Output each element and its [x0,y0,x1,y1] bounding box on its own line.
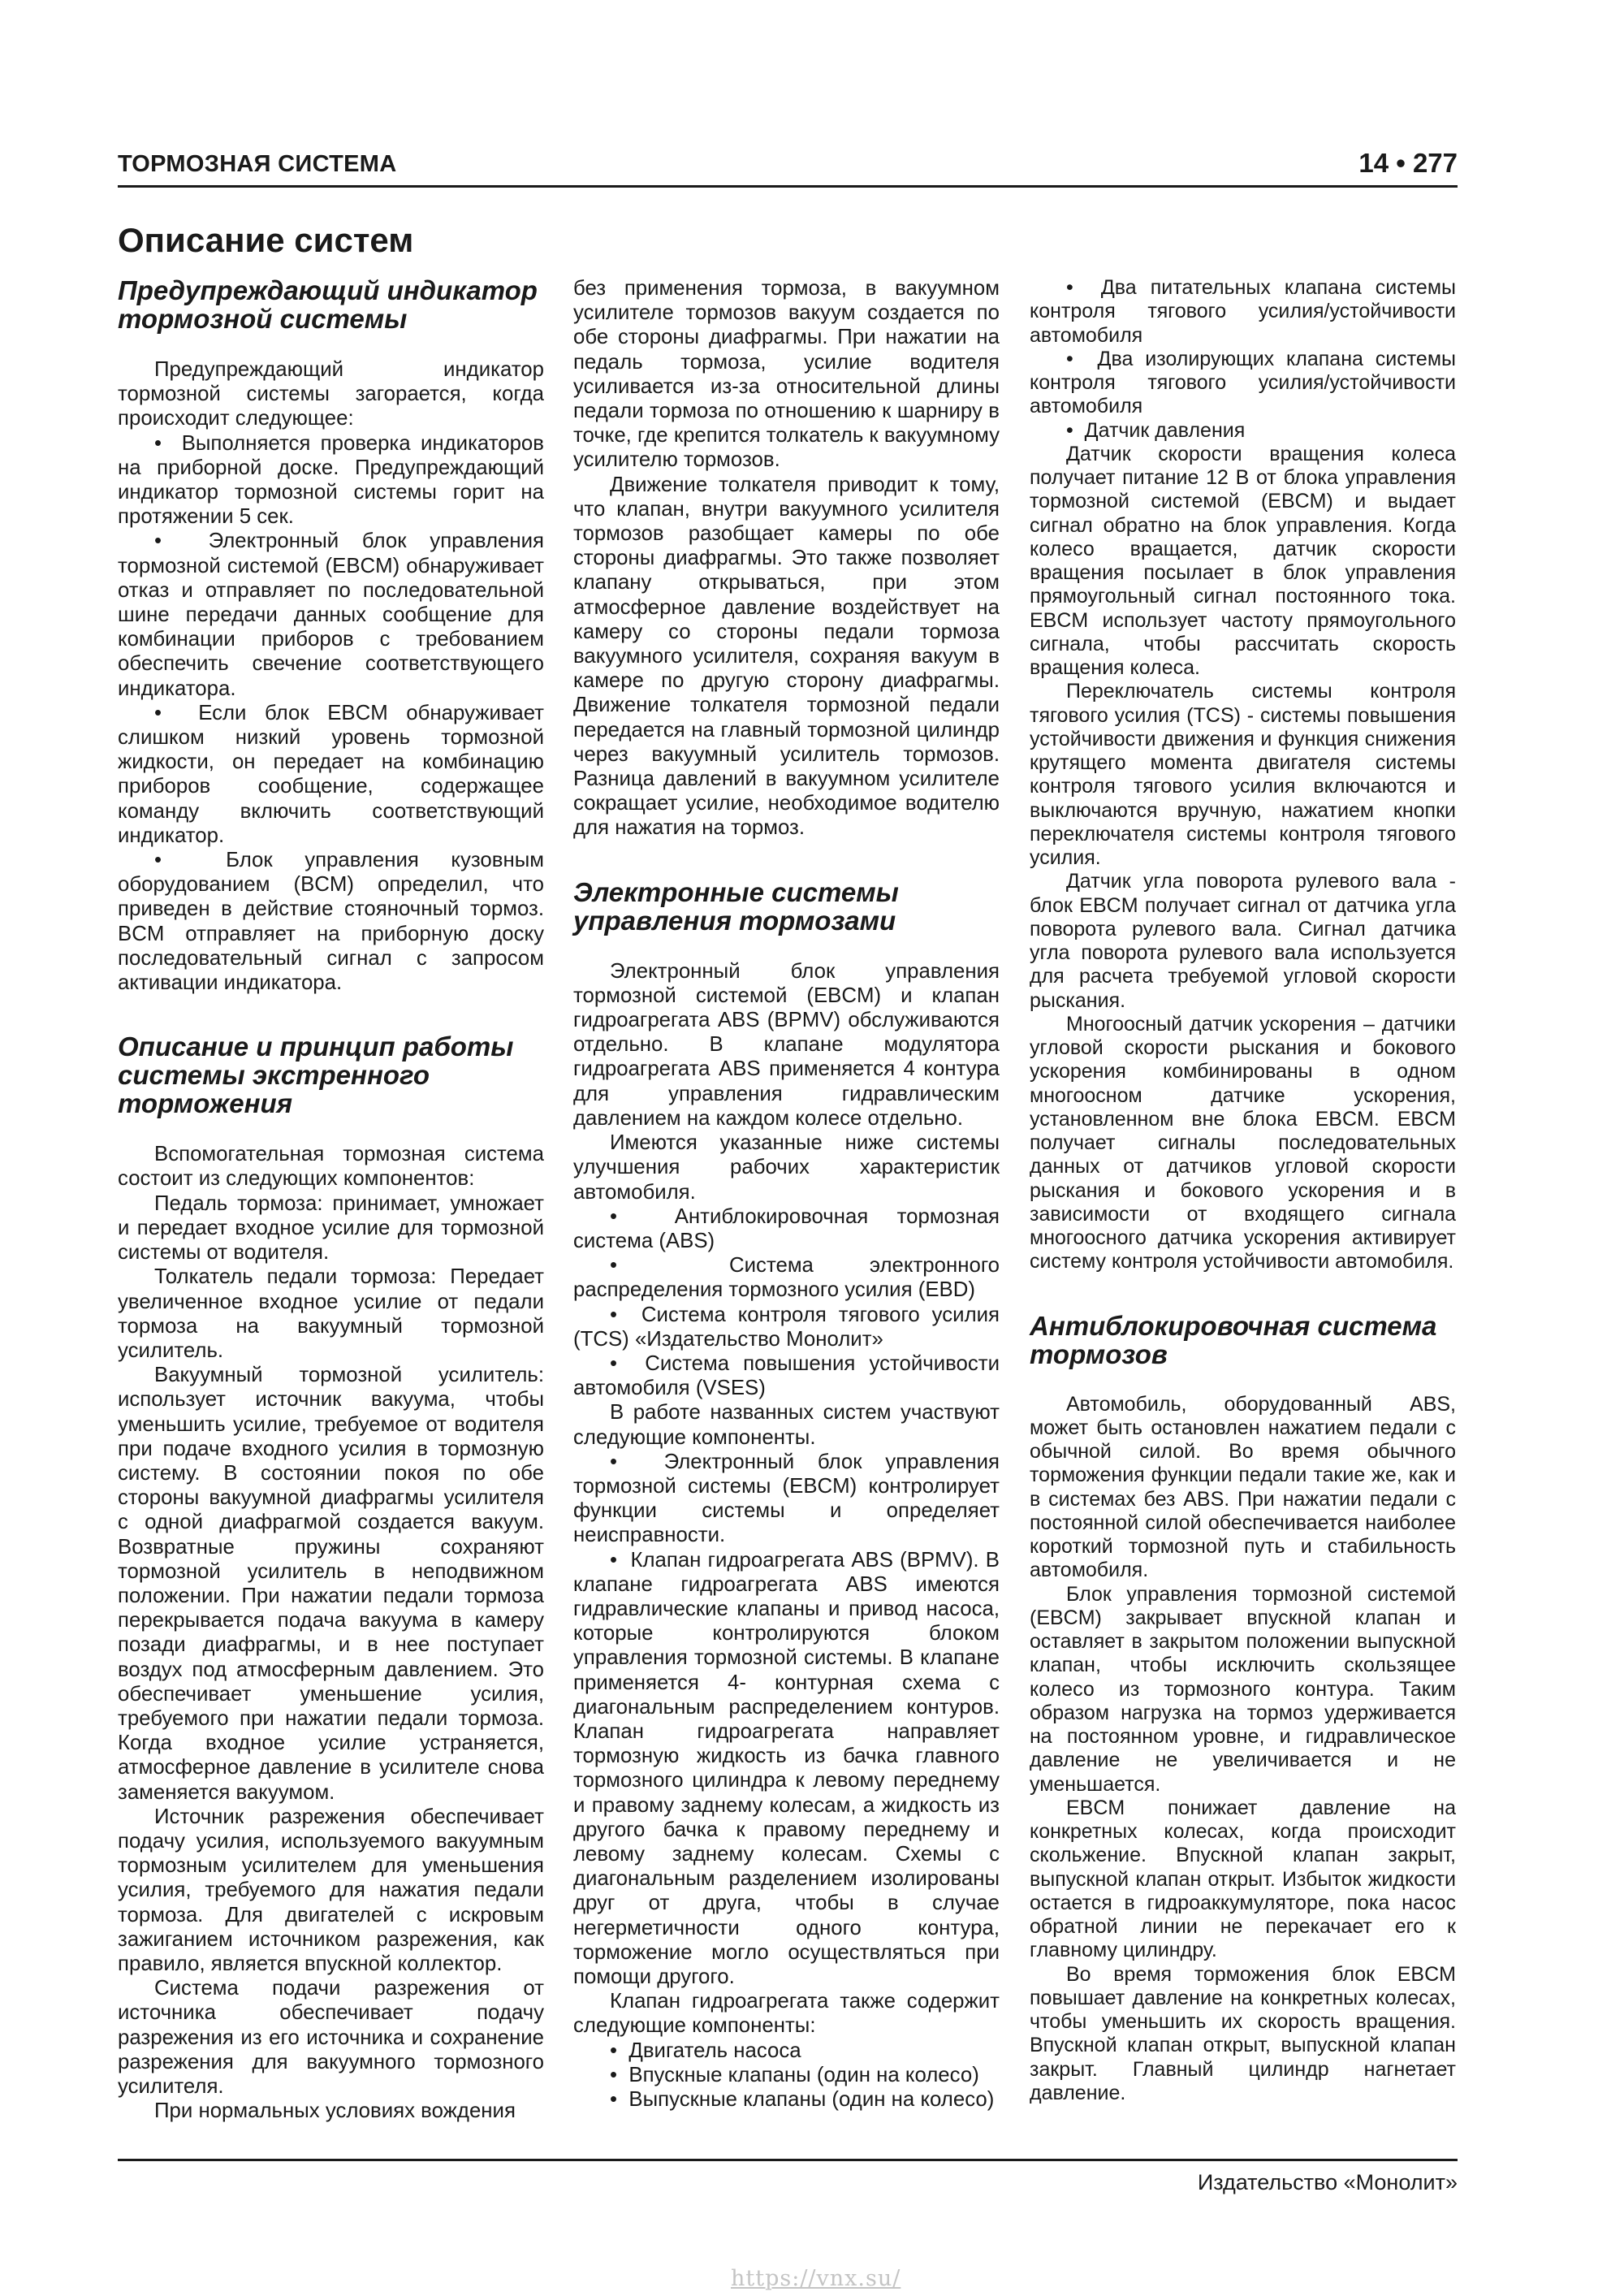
bullet-item: • Блок управления кузовным оборудованием (BCM) определил, что приведен в действие стояночный тормоз. BCM отправляет на приборную доску последовательный сигнал с запросом активации индикатора. [118,848,544,995]
bullet-item: • Электронный блок управления тормозной системой (EBCM) обнаруживает отказ и отправляет по последовательной шине передачи данных сообщение для комбинации приборов с требованием обеспечить свечение соответствующего индикатора. [118,529,544,700]
paragraph: Многоосный датчик ускорения – датчики угловой скорости рыскания и бокового ускорения комбинированы в одном многоосном датчике ускорения, установленном вне блока EBCM. EBCM получает сигналы последовательных данных от датчиков угловой скорости рыскания и бокового ускорения и в зависимости от входящего сигнала многоосного датчика ускорения активирует систему контроля устойчивости автомобиля. [1030,1012,1456,1273]
bullet-item: • Электронный блок управления тормозной системы (EBCM) контролирует функции системы и определяет неисправности. [573,1450,1000,1548]
paragraph: Движение толкателя приводит к тому, что клапан, внутри вакуумного усилителя тормозов разобщает камеры по обе стороны диафрагмы. Это также позволяет клапану открываться, при этом атмосферное давление воздействует на камеру со стороны педали тормоза вакуумного усилителя, сохраняя вакуум в камере по другую сторону диафрагмы. Движение толкателя тормозной педали передается на главный тормозной цилиндр через вакуумный усилитель тормозов. Разница давлений в вакуумном усилителе сокращает усилие, необходимое водителю для нажатия на тормоз. [573,473,1000,840]
publisher-credit: Издательство «Монолит» [1197,2170,1458,2194]
bullet-item: • Двигатель насоса [573,2039,1000,2063]
text-column-3 [1030,276,1456,2105]
footer-rule [118,2159,1458,2161]
paragraph: Источник разрежения обеспечивает подачу усилия, используемого вакуумным тормозным усилителем для уменьшения усилия, требуемого для нажатия педали тормоза. Для двигателей с искровым зажиганием источником разрежения, как правило, является впускной коллектор. [118,1805,544,1975]
paragraph: Датчик скорости вращения колеса получает питание 12 В от блока управления тормозной системой (EBCM) и выдает сигнал обратно на блок управления. Когда колесо вращается, датчик скорости вращения посылает в блок управления прямоугольный сигнал постоянного тока. EBCM использует частоту прямоугольного сигнала, чтобы рассчитать скорость вращения колеса. [1030,442,1456,679]
paragraph: Переключатель системы контроля тягового усилия (TCS) - системы повышения устойчивости движения и функция снижения крутящего момента двигателя системы контроля тягового усилия включаются и выключаются вручную, нажатием кнопки переключателя системы контроля тягового усилия. [1030,680,1456,869]
bullet-item: • Выпускные клапаны (один на колесо) [573,2087,1000,2112]
bullet-item: • Впускные клапаны (один на колесо) [573,2063,1000,2087]
paragraph: Электронный блок управления тормозной системой (EBCM) и клапан гидроагрегата ABS (BPMV) обслуживаются отдельно. В клапане модулятора гидроагрегата ABS применяется 4 контура для управления гидравлическим давлением на каждом колесе отдельно. [573,959,1000,1130]
page-number: 14 • 277 [1358,148,1458,178]
section-heading: Электронные системы управления тормозами [573,876,899,936]
section-heading: Описание и принцип работы системы экстренного торможения [118,1031,514,1119]
source-url-watermark[interactable]: https://vnx.su/ [731,2266,901,2291]
bullet-item: • Два питательных клапана системы контроля тягового усилия/устойчивости автомобиля [1030,276,1456,348]
paragraph: Автомобиль, оборудованный ABS, может быть остановлен нажатием педали с обычной силой. Во время обычного торможения функции педали такие же, как и в системах без ABS. При нажатии педали с постоянной силой обеспечивается наиболее короткий тормозной путь и стабильность автомобиля. [1030,1392,1456,1582]
bullet-item: • Выполняется проверка индикаторов на приборной доске. Предупреждающий индикатор тормозной системы горит на протяжении 5 сек. [118,431,544,530]
section-name: ТОРМОЗНАЯ СИСТЕМА [118,151,397,177]
paragraph: Предупреждающий индикатор тормозной системы загорается, когда происходит следующее: [118,358,544,430]
section-heading: Предупреждающий индикатор тормозной системы [118,275,538,334]
page-title: Описание систем [118,221,414,259]
paragraph: Вакуумный тормозной усилитель: использует источник вакуума, чтобы уменьшить усилие, требуемое от водителя при подаче входного усилия в тормозную систему. В состоянии покоя по обе стороны вакуумной диафрагмы усилителя с одной диафрагмой создается вакуум. Возвратные пружины сохраняют тормозной усилитель в неподвижном положении. При нажатии педали тормоза перекрывается подача вакуума в камеру позади диафрагмы, и в нее поступает воздух под атмосферным давлением. Это обеспечивает уменьшение усилия, требуемого при нажатии педали тормоза. Когда входное усилие устраняется, атмосферное давление в усилителе снова заменяется вакуумом. [118,1364,544,1804]
bullet-item: • Система повышения устойчивости автомобиля (VSES) [573,1351,1000,1400]
section-heading: Антиблокировочная система тормозов [1030,1310,1437,1369]
bullet-item: • Антиблокировочная тормозная система (ABS) [573,1204,1000,1253]
running-head [118,146,1458,188]
bullet-item: • Клапан гидроагрегата ABS (BPMV). В клапане гидроагрегата ABS имеются гидравлические клапаны и привод насоса, которые контролируются блоком управления тормозной системы. В клапане применяется 4- контурная схема с диагональным распределением контуров. Клапан гидроагрегата направляет тормозную жидкость из бачка главного тормозного цилиндра к левому переднему и правому заднему колесам, а жидкость из другого бачка к правому переднему и левому заднему колесам. Схемы с диагональным разделением изолированы друг от друга, чтобы в случае негерметичности одного контура, торможение могло осуществляться при помощи другого. [573,1548,1000,1990]
paragraph: Имеются указанные ниже системы улучшения рабочих характеристик автомобиля. [573,1131,1000,1204]
bullet-item: • Система контроля тягового усилия (TCS) «Издательство Монолит» [573,1303,1000,1351]
paragraph-continuation: без применения тормоза, в вакуумном усилителе тормозов вакуум создается по обе стороны диафрагмы. При нажатии на педаль тормоза, усилие водителя усиливается из-за относительной длины педали тормоза по отношению к шарниру в точке, где крепится толкатель к вакуумному усилителю тормозов. [573,277,1000,472]
paragraph: Система подачи разрежения от источника обеспечивает подачу разрежения из его источника и сохранение разрежения для вакуумного тормозного усилителя. [118,1977,544,2098]
paragraph: Во время торможения блок EBCM повышает давление на конкретных колесах, чтобы уменьшить их скорость вращения. Впускной клапан открыт, выпускной клапан закрыт. Главный цилиндр нагнетает давление. [1030,1962,1456,2104]
paragraph: Датчик угла поворота рулевого вала - блок EBCM получает сигнал от датчика угла поворота рулевого вала. Сигнал датчика угла поворота рулевого вала используется для расчета требуемой угловой скорости рыскания. [1030,870,1456,1012]
paragraph: Блок управления тормозной системой (EBCM) закрывает впускной клапан и оставляет в закрытом положении выпускной клапан, чтобы исключить скользящее колесо из тормозного контура. Таким образом нагрузка на тормоз удерживается на постоянном уровне, и гидравлическое давление не увеличивается и не уменьшается. [1030,1582,1456,1796]
text-column-2 [573,276,1000,2112]
bullet-item: • Датчик давления [1030,419,1456,443]
paragraph: Клапан гидроагрегата также содержит следующие компоненты: [573,1990,1000,2038]
paragraph: Вспомогательная тормозная система состоит из следующих компонентов: [118,1143,544,1191]
paragraph: При нормальных условиях вождения [154,2099,516,2123]
text-column-1 [118,276,544,2123]
bullet-item: • Система электронного распределения тормозного усилия (EBD) [573,1253,1000,1302]
paragraph: EBCM понижает давление на конкретных колесах, когда происходит скольжение. Впускной клапан закрыт, выпускной клапан открыт. Избыток жидкости остается в гидроаккумуляторе, пока насос обратной линии не перекачает его к главному цилиндру. [1030,1796,1456,1962]
paragraph: Педаль тормоза: принимает, умножает и передает входное усилие для тормозной системы от водителя. [118,1191,544,1265]
bullet-item: • Если блок EBCM обнаруживает слишком низкий уровень тормозной жидкости, он передает на комбинацию приборов сообщение, содержащее команду включить соответствующий индикатор. [118,701,544,848]
bullet-item: • Два изолирующих клапана системы контроля тягового усилия/устойчивости автомобиля [1030,348,1456,419]
paragraph: В работе названных систем участвуют следующие компоненты. [573,1401,1000,1449]
paragraph: Толкатель педали тормоза: Передает увеличенное входное усилие от педали тормоза на вакуумный тормозной усилитель. [118,1265,544,1362]
